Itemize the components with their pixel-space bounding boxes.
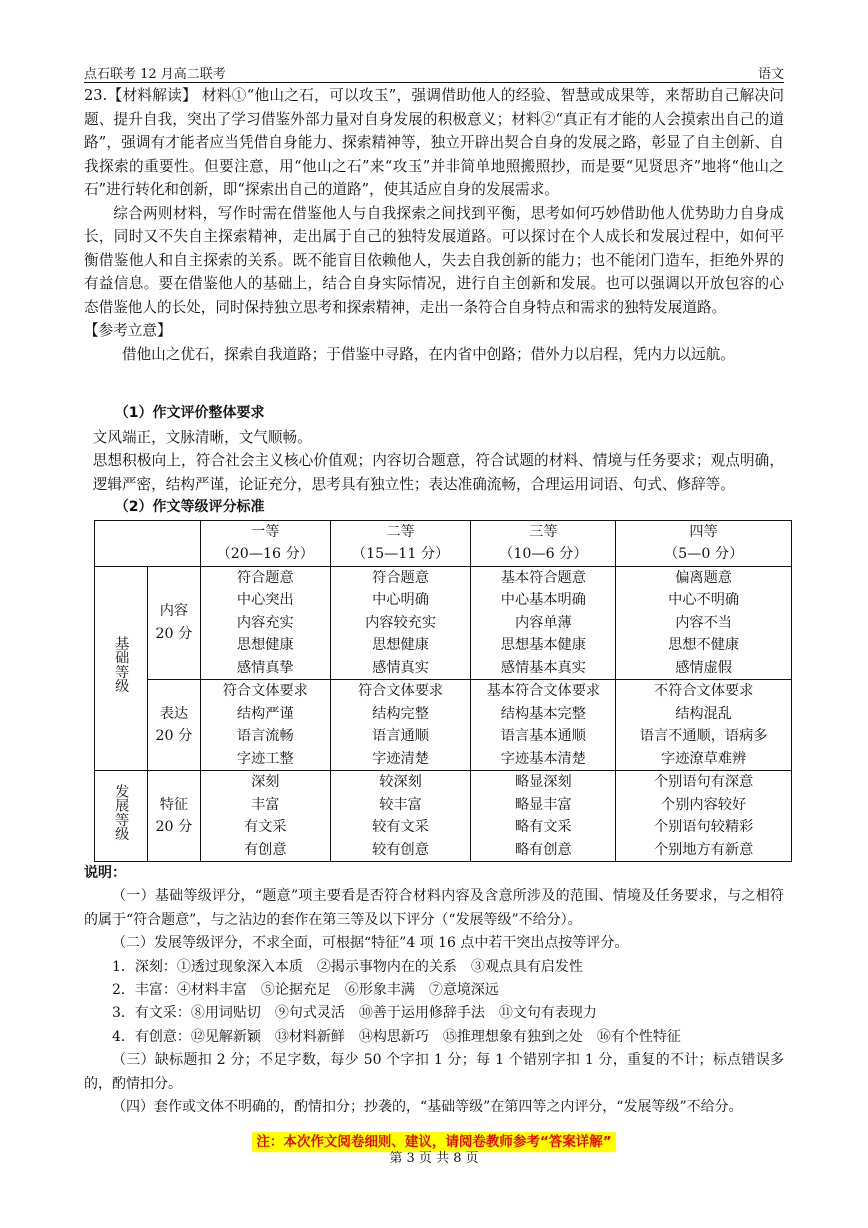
- level-header: 四等 （5—0 分）: [616, 520, 792, 566]
- table-cell: 符合题意 中心突出 内容充实 思想健康 感情真挚: [200, 566, 330, 680]
- table-cell: 符合题意 中心明确 内容较充实 思想健康 感情真实: [330, 566, 471, 680]
- note-list-item: 2．丰富：④材料丰富 ⑤论据充足 ⑥形象丰满 ⑦意境深远: [112, 982, 499, 999]
- requirements-title: （1）作文评价整体要求: [114, 405, 265, 421]
- notes-section: [84, 862, 784, 1155]
- note-list-item: 4．有创意：⑫见解新颖 ⑬材料新鲜 ⑭构思新巧 ⑮推理想象有独到之处 ⑯有个性特征: [112, 1028, 681, 1045]
- table-cell: 符合文体要求 结构完整 语言通顺 字迹清楚: [330, 680, 471, 771]
- note-paragraph: （一）基础等级评分，“题意”项主要看是否符合材料内容及含意所涉及的范围、情境及任务要求，与之相符的属于“符合题意”，与之沾边的套作在第三等及以下评分（“发展等级”不给分）。: [84, 888, 784, 928]
- page-footer: 第 3 页 共 8 页: [389, 1151, 479, 1166]
- level-header: 一等 （20—16 分）: [200, 520, 330, 566]
- table-row: [95, 771, 792, 862]
- note-list-item: 1．深刻：①透过现象深入本质 ②揭示事物内在的关系 ③观点具有启发性: [112, 958, 583, 975]
- grading-table: [94, 520, 792, 863]
- table-cell: 略显深刻 略显丰富 略有文采 略有创意: [471, 771, 616, 862]
- page-content: [84, 84, 784, 1155]
- synthesis-paragraph: 综合两则材料，写作时需在借鉴他人与自我探索之间找到平衡，思考如何巧妙借助他人优势助力自身成长，同时又不失自主探索精神，走出属于自己的独特发展道路。可以探讨在个人成长和发展过程中，如何平衡借鉴他人和自主探索的关系。既不能盲目依赖他人，失去自我创新的能力；也不能闭门造车，拒绝外界的有益信息。要在借鉴他人的基础上，结合自身实际情况，进行自主创新和发展。也可以强调以开放包容的心态借鉴他人的长处，同时保持独立思考和探索精神，走出一条符合自身特点和需求的独特发展道路。: [84, 204, 784, 316]
- content-criterion: 内容 20 分: [147, 566, 200, 680]
- develop-level-label: 发展等级: [95, 771, 148, 862]
- reference-text: 借他山之优石，探索自我道路；于借鉴中寻路，在内省中创路；借外力以启程，凭内力以远航。: [121, 345, 735, 363]
- requirements-line-1: 文风端正，文脉清晰，文气顺畅。: [92, 428, 312, 446]
- header-subject: 语文: [757, 67, 784, 82]
- table-cell: 个别语句有深意 个别内容较好 个别语句较精彩 个别地方有新意: [616, 771, 792, 862]
- table-cell: 基本符合题意 中心基本明确 内容单薄 思想基本健康 感情基本真实: [471, 566, 616, 680]
- reference-title: 【参考立意】: [84, 322, 172, 339]
- table-cell: 较深刻 较丰富 较有文采 较有创意: [330, 771, 471, 862]
- highlight-note-text: 注：本次作文阅卷细则、建议，请阅卷教师参考“答案详解”: [252, 1132, 615, 1152]
- table-cell: 符合文体要求 结构严谨 语言流畅 字迹工整: [200, 680, 330, 771]
- grading-title: （2）作文等级评分标准: [114, 499, 265, 515]
- level-header: 二等 （15—11 分）: [330, 520, 471, 566]
- basic-level-label: 基础等级: [95, 566, 148, 771]
- table-cell: 偏离题意 中心不明确 内容不当 思想不健康 感情虚假: [616, 566, 792, 680]
- requirements-line-2: 思想积极向上，符合社会主义核心价值观；内容切合题意，符合试题的材料、情境与任务要求；观点明确，逻辑严密，结构严谨，论证充分，思考具有独立性；表达准确流畅，合理运用词语、句式、修辞等。: [92, 452, 784, 493]
- page-header: [84, 62, 784, 83]
- table-row: [95, 680, 792, 771]
- feature-criterion: 特征 20 分: [147, 771, 200, 862]
- table-header-row: [95, 520, 792, 566]
- note-paragraph: （四）套作或文体不明确的，酌情扣分；抄袭的，“基础等级”在第四等之内评分，“发展等级”不给分。: [112, 1099, 743, 1116]
- note-paragraph: （三）缺标题扣 2 分；不足字数，每少 50 个字扣 1 分；每 1 个错别字扣 1 分，重复的不计；标点错误多的，酌情扣分。: [84, 1052, 784, 1092]
- header-exam-name: 点石联考 12 月高二联考: [84, 67, 226, 82]
- notes-title: 说明：: [84, 865, 126, 881]
- note-paragraph: （二）发展等级评分，不求全面，可根据“特征”4 项 16 点中若干突出点按等评分。: [112, 935, 629, 952]
- level-header: 三等 （10—6 分）: [471, 520, 616, 566]
- table-cell: 基本符合文体要求 结构基本完整 语言基本通顺 字迹基本清楚: [471, 680, 616, 771]
- table-cell: 深刻 丰富 有文采 有创意: [200, 771, 330, 862]
- table-cell: 不符合文体要求 结构混乱 语言不通顺，语病多 字迹潦草难辨: [616, 680, 792, 771]
- expression-criterion: 表达 20 分: [147, 680, 200, 771]
- material-analysis-paragraph: 23.【材料解读】 材料①“他山之石，可以攻玉”，强调借助他人的经验、智慧或成果等，来帮助自己解决问题、提升自我，突出了学习借鉴外部力量对自身发展的积极意义；材料②“真正有才能的人会摸索出自己的道路”，强调有才能者应当凭借自身能力、探索精神等，独立开辟出契合自身的发展之路，彰显了自主创新、自我探索的重要性。但要注意，用“他山之石”来“攻玉”并非简单地照搬照抄，而是要“见贤思齐”地将“他山之石”进行转化和创新，即“探索出自己的道路”，使其适应自身的发展需求。: [84, 87, 784, 198]
- table-corner-cell: [95, 520, 201, 566]
- note-list-item: 3．有文采：⑧用词贴切 ⑨句式灵活 ⑩善于运用修辞手法 ⑪文句有表现力: [112, 1005, 597, 1022]
- table-row: [95, 566, 792, 680]
